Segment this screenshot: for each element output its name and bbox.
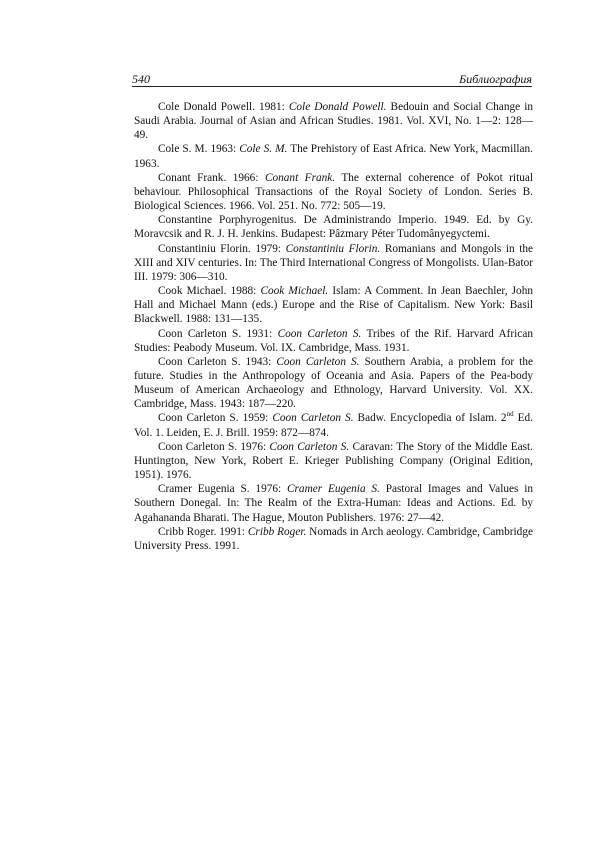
bibliography-entry: Cramer Eugenia S. 1976: Cramer Eugenia S. Pastoral Images and Values in Southern Donegal. In: The Realm of the Extra-Human: Ideas and Actions. Ed. by Agahananda Bharati. The Hague, Mouton Publishers. 1976: 27—42. [134, 483, 533, 524]
running-header [132, 72, 532, 87]
bibliography-entry: Coon Carleton S. 1976: Coon Carleton S. Caravan: The Story of the Middle East. Huntington, New York, Robert E. Krieger Publishing Company (Original Edition, 1951). 1976. [134, 440, 533, 482]
bibliography-entry: Coon Carleton S. 1931: Coon Carleton S. Tribes of the Rif. Harvard African Studies: Peabody Museum. Vol. IX. Cambridge, Mass. 1931. [134, 327, 533, 354]
bibliography-list [134, 100, 533, 553]
bibliography-entry: Conant Frank. 1966: Conant Frank. The external coherence of Pokot ritual behaviour. Philosophical Transactions of the Royal Society of London. Series B. Biological Sciences. 1966. Vol. 251. No. 772: 505—19. [134, 171, 534, 213]
bibliography-entry: Cole S. M. 1963: Cole S. M. The Prehistory of East Africa. New York, Macmillan. 1963. [134, 143, 533, 170]
page-number: 540 [132, 72, 150, 86]
bibliography-entry: Constantine Porphyrogenitus. De Administrando Imperio. 1949. Ed. by Gy. Moravcsik and R. J. H. Jenkins. Budapest: Pâzmary Péter Tudomânyegyctemi. [134, 214, 533, 241]
bibliography-entry: Coon Carleton S. 1943: Coon Carleton S. Southern Arabia, a problem for the future. Studies in the Anthropology of Oceania and Asia. Papers of the Pea-body Museum of American Archaeology and Ethnology, Harvard University. Vol. XX. Cambridge, Mass. 1943: 187—220. [134, 355, 533, 411]
bibliography-entry: Cole Donald Powell. 1981: Cole Donald Powell. Bedouin and Social Change in Saudi Arabia. Journal of Asian and African Studies. 1981. Vol. XVI, No. 1—2: 128—49. [134, 101, 534, 142]
section-title: Библиография [459, 72, 532, 86]
bibliography-entry: Cook Michael. 1988: Cook Michael. Islam: A Comment. In Jean Baechler, John Hall and Michael Mann (eds.) Europe and the Rise of Capitalism. New York: Basil Blackwell. 1988: 131—135. [134, 285, 533, 326]
bibliography-entry: Cribb Roger. 1991: Cribb Roger. Nomads in Arch aeology. Cambridge, Cambridge University Press. 1991. [134, 525, 533, 552]
bibliography-entry: Coon Carleton S. 1959: Coon Carleton S. Badw. Encyclopedia of Islam. 2nd Ed. Vol. 1. Leiden, E. J. Brill. 1959: 872—874. [134, 410, 533, 439]
bibliography-entry: Constantiniu Florin. 1979: Constantiniu Florin. Romanians and Mongols in the XIII and XIV centuries. In: The Third International Congress of Mongolists. Ulan-Bator III. 1979: 306—310. [134, 242, 533, 283]
